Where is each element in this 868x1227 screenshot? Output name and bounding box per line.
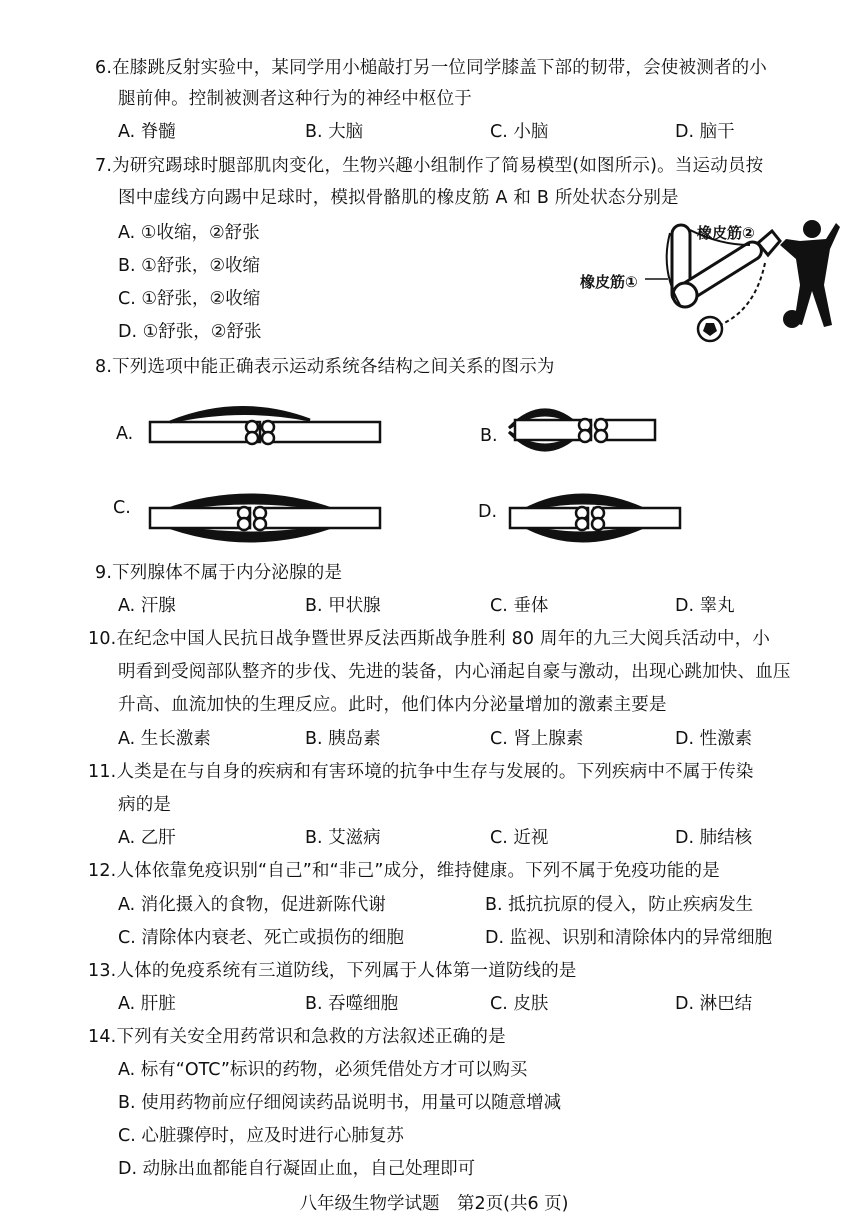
q6-option-b: B. 大脑	[305, 122, 364, 142]
leg-model-figure	[640, 215, 840, 355]
q7-option-b: B. ①舒张，②收缩	[118, 256, 261, 276]
q7-option-d: D. ①舒张，②舒张	[118, 322, 262, 342]
question-7-line-1: 7.为研究踢球时腿部肌肉变化，生物兴趣小组制作了简易模型(如图所示)。当运动员按	[95, 156, 764, 176]
question-10-line-1: 10.在纪念中国人民抗日战争暨世界反法西斯战争胜利 80 周年的九三大阅兵活动中，小	[88, 629, 771, 649]
q6-option-d: D. 脑干	[675, 122, 735, 142]
q9-option-c: C. 垂体	[490, 596, 549, 616]
question-11-line-2: 病的是	[118, 795, 172, 815]
q13-option-d: D. 淋巴结	[675, 994, 753, 1014]
q7-option-a: A. ①收缩，②舒张	[118, 223, 260, 243]
q8-option-b-label: B.	[480, 426, 498, 446]
question-6-line-1: 6.在膝跳反射实验中，某同学用小槌敲打另一位同学膝盖下部的韧带，会使被测者的小	[95, 58, 768, 78]
rubber-band-2	[690, 230, 750, 245]
q13-option-b: B. 吞噬细胞	[305, 994, 399, 1014]
question-11-line-1: 11.人类是在与自身的疾病和有害环境的抗争中生存与发展的。下列疾病中不属于传染	[88, 762, 754, 782]
question-9-line-1: 9.下列腺体不属于内分泌腺的是	[95, 563, 343, 583]
q9-option-a: A. 汗腺	[118, 596, 176, 616]
q14-option-b: B. 使用药物前应仔细阅读药品说明书，用量可以随意增减	[118, 1093, 562, 1113]
q12-option-b: B. 抵抗抗原的侵入，防止疾病发生	[485, 895, 754, 915]
question-6-line-2: 腿前伸。控制被测者这种行为的神经中枢位于	[118, 89, 472, 109]
q10-option-b: B. 胰岛素	[305, 729, 381, 749]
player-silhouette-icon	[780, 220, 840, 328]
q14-option-c: C. 心脏骤停时，应及时进行心肺复苏	[118, 1126, 404, 1146]
rubber-band-2-label: 橡皮筋②	[697, 224, 755, 242]
joint	[673, 283, 697, 307]
q11-option-a: A. 乙肝	[118, 828, 176, 848]
q12-option-a: A. 消化摄入的食物，促进新陈代谢	[118, 895, 386, 915]
q9-option-b: B. 甲状腺	[305, 596, 381, 616]
rubber-band-1-label: 橡皮筋①	[580, 273, 638, 291]
q6-option-a: A. 脊髓	[118, 122, 176, 142]
question-10-line-3: 升高、血流加快的生理反应。此时，他们体内分泌量增加的激素主要是	[118, 695, 667, 715]
q8-option-c-label: C.	[113, 498, 131, 518]
q10-option-a: A. 生长激素	[118, 729, 211, 749]
question-12-line-1: 12.人体依靠免疫识别“自己”和“非己”成分，维持健康。下列不属于免疫功能的是	[88, 861, 720, 881]
q14-option-a: A. 标有“OTC”标识的药物，必须凭借处方才可以购买	[118, 1060, 528, 1080]
q7-option-c: C. ①舒张，②收缩	[118, 289, 261, 309]
question-8-line-1: 8.下列选项中能正确表示运动系统各结构之间关系的图示为	[95, 357, 555, 377]
question-14-line-1: 14.下列有关安全用药常识和急救的方法叙述正确的是	[88, 1027, 506, 1047]
q11-option-d: D. 肺结核	[675, 828, 753, 848]
q13-option-a: A. 肝脏	[118, 994, 176, 1014]
q8-diagram-c	[140, 478, 390, 558]
q11-option-c: C. 近视	[490, 828, 549, 848]
q8-option-a-label: A.	[116, 424, 134, 444]
q10-option-d: D. 性激素	[675, 729, 753, 749]
question-13-line-1: 13.人体的免疫系统有三道防线，下列属于人体第一道防线的是	[88, 961, 577, 981]
question-10-line-2: 明看到受阅部队整齐的步伐、先进的装备，内心涌起自豪与激动，出现心跳加快、血压	[118, 662, 791, 682]
q13-option-c: C. 皮肤	[490, 994, 549, 1014]
q6-option-c: C. 小脑	[490, 122, 549, 142]
q12-option-c: C. 清除体内衰老、死亡或损伤的细胞	[118, 928, 404, 948]
q9-option-d: D. 睾丸	[675, 596, 735, 616]
q14-option-d: D. 动脉出血都能自行凝固止血，自己处理即可	[118, 1159, 476, 1179]
q10-option-c: C. 肾上腺素	[490, 729, 584, 749]
q8-diagram-b	[505, 390, 665, 470]
q12-option-d: D. 监视、识别和清除体内的异常细胞	[485, 928, 773, 948]
q8-diagram-a	[140, 392, 390, 462]
page-footer: 八年级生物学试题 第2页(共6 页)	[299, 1194, 569, 1214]
q8-option-d-label: D.	[478, 502, 498, 522]
question-7-line-2: 图中虚线方向踢中足球时，模拟骨骼肌的橡皮筋 A 和 B 所处状态分别是	[118, 188, 679, 208]
q8-diagram-d	[500, 478, 690, 558]
q11-option-b: B. 艾滋病	[305, 828, 381, 848]
